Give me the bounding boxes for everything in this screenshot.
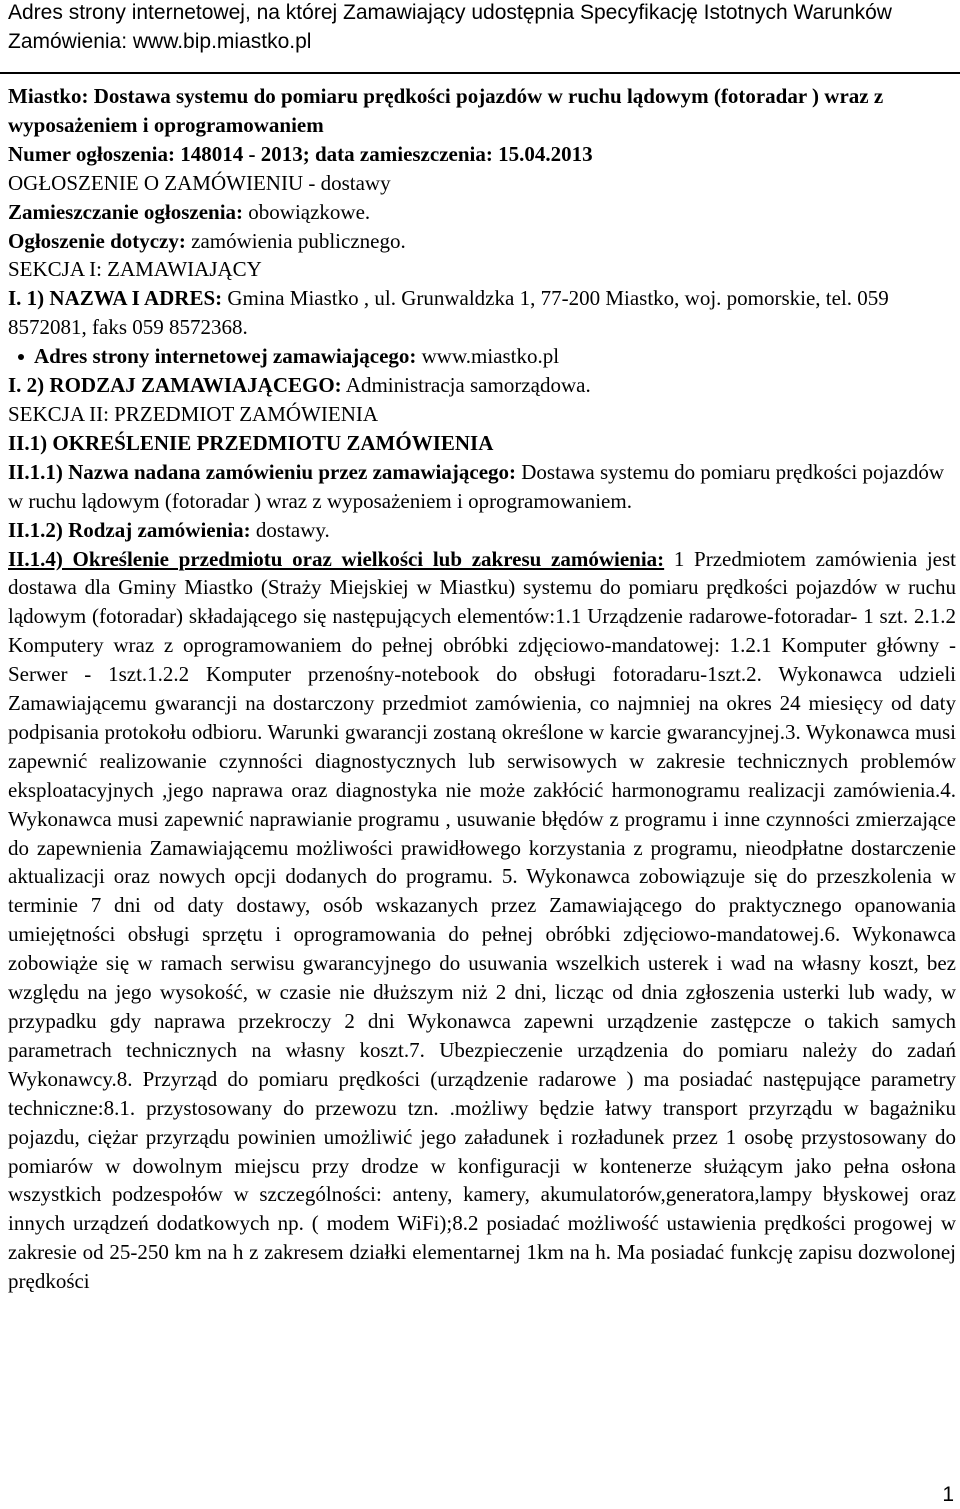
concerns-label: Ogłoszenie dotyczy:	[8, 228, 186, 253]
order-kind-row	[8, 516, 956, 545]
contracting-type-label: I. 2) RODZAJ ZAMAWIAJĄCEGO:	[8, 373, 342, 398]
concerns-row	[8, 227, 956, 256]
website-row	[8, 342, 956, 371]
order-name-label: II.1.1) Nazwa nadana zamówieniu przez zamawiającego:	[8, 459, 517, 484]
page-number: 1	[942, 1483, 954, 1506]
contracting-name-label: I. 1) NAZWA I ADRES:	[8, 286, 223, 311]
order-name-value: Dostawa systemu do pomiaru prędkości pojazdów w ruchu lądowym (fotoradar ) wraz z wyposażeniem i oprogramowaniem.	[8, 459, 945, 513]
website-value: www.miastko.pl	[416, 344, 560, 369]
contracting-name-row	[8, 284, 956, 342]
order-scope-label: II.1.4) Określenie przedmiotu oraz wielkości lub zakresu zamówienia:	[8, 546, 665, 571]
publication-label: Zamieszczanie ogłoszenia:	[8, 199, 244, 224]
contracting-type-value: Administracja samorządowa.	[341, 373, 591, 398]
contracting-type-row	[8, 371, 956, 400]
notice-body	[8, 82, 956, 1296]
notice-title: Miastko: Dostawa systemu do pomiaru prędkości pojazdów w ruchu lądowym (fotoradar ) wraz z wyposażeniem i oprogramowaniem	[8, 84, 884, 137]
concerns-value: zamówienia publicznego.	[185, 228, 406, 253]
notice-number: Numer ogłoszenia: 148014 - 2013; data zamieszczenia: 15.04.2013	[8, 141, 593, 166]
website-label: Adres strony internetowej zamawiającego:	[34, 344, 417, 369]
contracting-name-value: Gmina Miastko , ul. Grunwaldzka 1, 77-200 Miastko, woj. pomorskie, tel. 059 8572081, faks 059 8572368.	[8, 286, 889, 340]
publication-row	[8, 198, 956, 227]
bullet-icon	[18, 354, 24, 360]
header-note: Adres strony internetowej, na której Zamawiający udostępnia Specyfikację Istotnych Warunków Zamówienia: www.bip.miastko.pl	[8, 1, 892, 53]
order-kind-value: dostawy.	[250, 517, 330, 542]
publication-value: obowiązkowe.	[243, 199, 371, 224]
notice-type: OGŁOSZENIE O ZAMÓWIENIU - dostawy	[8, 170, 391, 195]
order-scope-row	[8, 545, 956, 1297]
order-kind-label: II.1.2) Rodzaj zamówienia:	[8, 517, 251, 542]
order-name-row	[8, 458, 956, 516]
section2-heading: SEKCJA II: PRZEDMIOT ZAMÓWIENIA	[8, 401, 379, 426]
section2-subheading: II.1) OKREŚLENIE PRZEDMIOTU ZAMÓWIENIA	[8, 430, 494, 455]
section1-heading: SEKCJA I: ZAMAWIAJĄCY	[8, 257, 262, 282]
header-divider	[0, 72, 960, 74]
order-scope-value: 1 Przedmiotem zamówienia jest dostawa dla Gminy Miastko (Straży Miejskiej w Miastku) systemu do pomiaru prędkości pojazdów w ruchu lądowym (fotoradar) składającego się następujących elementów:1.1 Urządzenie radarowe-fotoradar- 1 szt. 2.1.2 Komputery wraz z oprogramowaniem do pełnej obróbki zdjęciowo-mandatowej: 1.2.1 Komputer główny - Serwer - 1szt.1.2.2 Komputer przenośny-notebook do obsługi fotoradaru-1szt.2. Wykonawca udzieli Zamawiającemu gwarancji na dostarczony przedmiot zamówienia, co najmniej na okres 24 miesięcy od daty podpisania protokołu odbioru. Warunki gwarancji zostaną określone w karcie gwarancyjnej.3. Wykonawca musi zapewnić realizowanie czynności diagnostycznych lub serwisowych w zakresie technicznych problemów eksploatacyjnych ,jego naprawa oraz diagnostyka nie może zakłócić harmonogramu realizacji zamówienia.4. Wykonawca musi zapewnić naprawianie programu , usuwanie błędów z programu i inne czynności zmierzające do zapewnienia Zamawiającemu możliwości prawidłowego korzystania z programu, nieodpłatne dostarczenie aktualizacji oraz nowych opcji dodanych do programu. 5. Wykonawca zobowiązuje się do przeszkolenia w terminie 7 dni od daty dostawy, osób wskazanych przez Zamawiającego do praktycznego opanowania umiejętności obsługi sprzętu i oprogramowania do pełnej obróbki zdjęciowo-mandatowej.6. Wykonawca zobowiąże się w ramach serwisu gwarancyjnego do usuwania wszelkich usterek i wad na własny koszt, bez względu na jego wysokość, w czasie nie dłuższym niż 2 dni, licząc od dnia zgłoszenia usterki lub wady, w przypadku gdy naprawa przekroczy 2 dni Wykonawca zapewni urządzenie zastępcze o takich samych parametrach technicznych na własny koszt.7. Ubezpieczenie urządzenia do pomiaru należy do zadań Wykonawcy.8. Przyrząd do pomiaru prędkości (urządzenie radarowe ) ma posiadać następujące parametry techniczne:8.1. przystosowany do przewozu tzn. .możliwy będzie łatwy transport przyrządu w bagażniku pojazdu, ciężar przyrządu powinien umożliwić jego załadunek i rozładunek przez 1 osobę przystosowany do pomiarów w dowolnym miejscu przy drodze w konfiguracji w kontenerze służącym jako pełna osłona wszystkich podzespołów w szczególności: anteny, kamery, akumulatorów,generatora,lampy błyskowej oraz innych urządzeń dodatkowych np. ( modem WiFi);8.2 posiadać możliwość ustawienia prędkości progowej w zakresie od 25-250 km na h z zakresem działki elementarnej 1km na h. Ma posiadać funkcję zapisu dozwolonej prędkości	[8, 546, 956, 1294]
